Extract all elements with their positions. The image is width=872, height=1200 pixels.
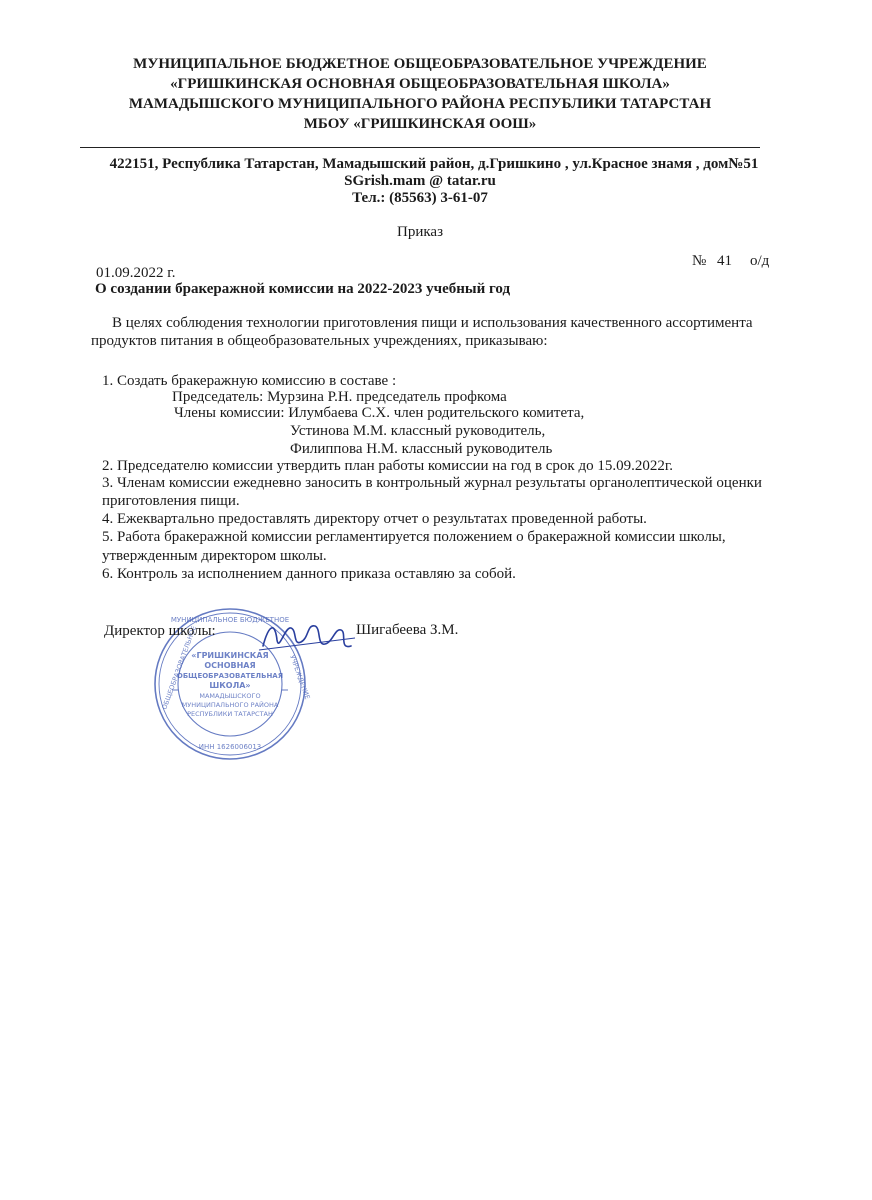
order-number-prefix: № — [692, 253, 707, 269]
item-1: 1. Создать бракеражную комиссию в составе : — [102, 373, 397, 389]
order-number-suffix: о/д — [750, 253, 770, 269]
header-line-2: «ГРИШКИНСКАЯ ОСНОВНАЯ ОБЩЕОБРАЗОВАТЕЛЬНАЯ ШКОЛА» — [170, 76, 670, 92]
commission-members-line-3: Филиппова Н.М. классный руководитель — [290, 441, 553, 457]
svg-text:ИНН 1626006013: ИНН 1626006013 — [198, 743, 262, 751]
order-number: 41 — [717, 253, 732, 269]
phone: Тел.: (85563) 3-61-07 — [352, 190, 488, 206]
item-3-line-2: приготовления пищи. — [102, 493, 240, 509]
commission-chair: Председатель: Мурзина Р.Н. председатель профкома — [172, 389, 507, 405]
commission-members-line-2: Устинова М.М. классный руководитель, — [290, 423, 546, 439]
svg-text:МАМАДЫШСКОГО: МАМАДЫШСКОГО — [199, 692, 261, 700]
director-signature — [255, 616, 360, 658]
item-5-line-2: утвержденным директором школы. — [102, 548, 327, 564]
item-2: 2. Председателю комиссии утвердить план работы комиссии на год в срок до 15.09.2022г. — [102, 458, 674, 474]
svg-text:РЕСПУБЛИКИ ТАТАРСТАН: РЕСПУБЛИКИ ТАТАРСТАН — [187, 710, 273, 718]
header-line-3: МАМАДЫШСКОГО МУНИЦИПАЛЬНОГО РАЙОНА РЕСПУБЛИКИ ТАТАРСТАН — [128, 96, 712, 112]
item-6: 6. Контроль за исполнением данного приказа оставляю за собой. — [102, 566, 516, 582]
item-5-line-1: 5. Работа бракеражной комиссии регламентируется положением о бракеражной комиссии школы, — [102, 529, 726, 545]
header-line-1: МУНИЦИПАЛЬНОЕ БЮДЖЕТНОЕ ОБЩЕОБРАЗОВАТЕЛЬНОЕ УЧРЕЖДЕНИЕ — [133, 56, 707, 72]
preamble-line-1: В целях соблюдения технологии приготовления пищи и использования качественного ассортимента — [112, 315, 753, 331]
svg-text:ШКОЛА»: ШКОЛА» — [209, 681, 251, 690]
svg-text:МУНИЦИПАЛЬНОЕ БЮДЖЕТНОЕ: МУНИЦИПАЛЬНОЕ БЮДЖЕТНОЕ — [170, 616, 290, 624]
address: 422151, Республика Татарстан, Мамадышский район, д.Гришкино , ул.Красное знамя , дом№51 — [109, 156, 759, 172]
svg-text:«ГРИШКИНСКАЯ: «ГРИШКИНСКАЯ — [191, 651, 269, 660]
order-subject: О создании бракеражной комиссии на 2022-2023 учебный год — [95, 281, 511, 297]
svg-text:ОБЩЕОБРАЗОВАТЕЛЬНАЯ: ОБЩЕОБРАЗОВАТЕЛЬНАЯ — [176, 672, 284, 680]
preamble-line-2: продуктов питания в общеобразовательных учреждениях, приказываю: — [91, 333, 548, 349]
svg-text:ОБЩЕОБРАЗОВАТЕЛЬНОЕ: ОБЩЕОБРАЗОВАТЕЛЬНОЕ — [160, 624, 199, 711]
order-date: 01.09.2022 г. — [96, 265, 176, 281]
item-3-line-1: 3. Членам комиссии ежедневно заносить в контрольный журнал результаты органолептической оценки — [102, 475, 762, 491]
svg-text:МУНИЦИПАЛЬНОГО РАЙОНА: МУНИЦИПАЛЬНОГО РАЙОНА — [181, 701, 279, 709]
document-title: Приказ — [396, 224, 443, 240]
svg-text:УЧРЕЖДЕНИЕ: УЧРЕЖДЕНИЕ — [288, 653, 312, 701]
svg-text:ОСНОВНАЯ: ОСНОВНАЯ — [204, 661, 256, 670]
director-name: Шигабеева З.М. — [356, 622, 459, 638]
director-label: Директор школы: — [104, 623, 216, 639]
item-4: 4. Ежеквартально предоставлять директору отчет о результатах проведенной работы. — [102, 511, 647, 527]
commission-members-line-1: Члены комиссии: Илумбаева С.Х. член родительского комитета, — [174, 405, 585, 421]
email: SGrish.mam @ tatar.ru — [344, 173, 496, 189]
header-divider — [80, 147, 760, 148]
header-line-4: МБОУ «ГРИШКИНСКАЯ ООШ» — [303, 116, 537, 132]
